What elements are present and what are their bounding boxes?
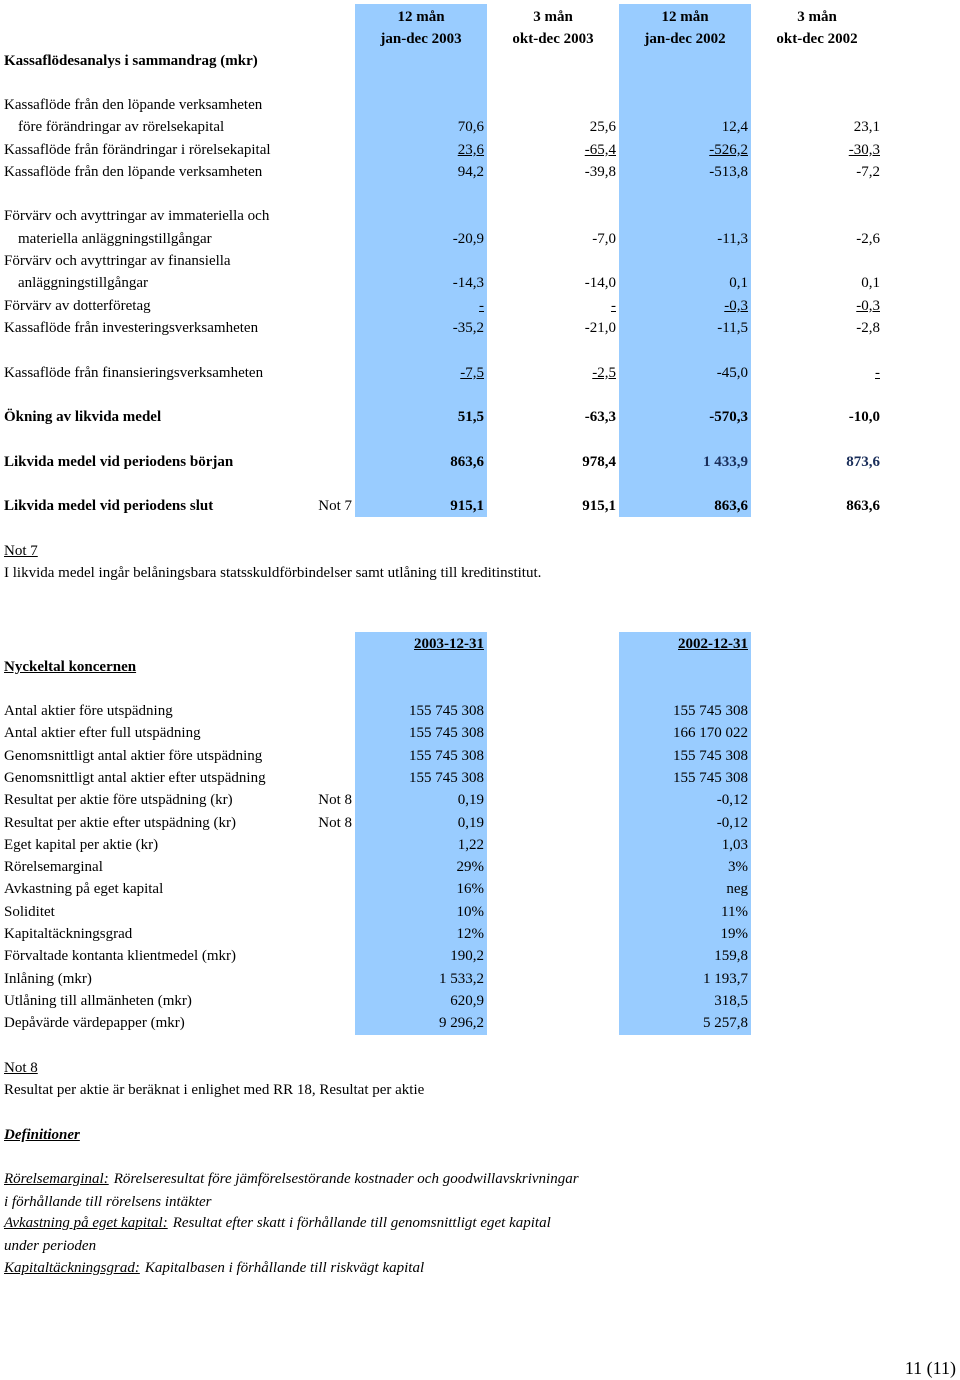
kr-value: 190,2 xyxy=(450,948,484,964)
kr-value: -0,12 xyxy=(716,792,748,808)
cf-row-label: Förvärv och avyttringar av immateriella och xyxy=(4,208,270,224)
cf-value: 0,1 xyxy=(861,275,880,291)
cf-row-label: Kassaflöde från förändringar i rörelsekapital xyxy=(4,142,271,158)
kr-value: 159,8 xyxy=(714,948,748,964)
cf-value: 70,6 xyxy=(457,119,484,135)
kr-value: 0,19 xyxy=(457,792,484,808)
definition-term: Rörelsemarginal: xyxy=(4,1171,109,1187)
kr-value: 1,22 xyxy=(457,837,484,853)
cf-row-label: materiella anläggningstillgångar xyxy=(18,231,212,247)
kr-value: 155 745 308 xyxy=(409,725,484,741)
cf-value: -570,3 xyxy=(709,409,748,425)
kr-row-label: Avkastning på eget kapital xyxy=(4,881,164,897)
definition-text: Kapitalbasen i förhållande till riskvägt kapital xyxy=(144,1260,425,1276)
cf-value: 51,5 xyxy=(457,409,484,425)
note8-title: Not 8 xyxy=(4,1060,38,1076)
cf-value: 863,6 xyxy=(450,454,484,470)
cf-value: -2,5 xyxy=(592,365,616,381)
cf-value: -20,9 xyxy=(452,231,484,247)
kr-value: 155 745 308 xyxy=(409,703,484,719)
kr-row-label: Utlåning till allmänheten (mkr) xyxy=(4,993,192,1009)
cf-value: -7,0 xyxy=(592,231,616,247)
kr-row-label: Eget kapital per aktie (kr) xyxy=(4,837,159,853)
kr-value: neg xyxy=(726,881,748,897)
highlight-band-cf-col3 xyxy=(619,4,751,517)
kr-value: 155 745 308 xyxy=(673,770,748,786)
cashflow-title: Kassaflödesanalys i sammandrag (mkr) xyxy=(4,53,258,69)
kr-value: 11% xyxy=(721,904,748,920)
cf-value: 915,1 xyxy=(450,498,484,514)
definitions-title: Definitioner xyxy=(4,1127,80,1143)
note8-text: Resultat per aktie är beräknat i enlighet med RR 18, Resultat per aktie xyxy=(4,1082,425,1098)
note7-title: Not 7 xyxy=(4,543,38,559)
cf-value: -11,5 xyxy=(717,320,748,336)
cf-value: -10,0 xyxy=(848,409,880,425)
cf-value: -14,0 xyxy=(584,275,616,291)
kr-value: 1 193,7 xyxy=(703,971,748,987)
kr-value: 155 745 308 xyxy=(673,748,748,764)
cf-header-col4-line1: 3 mån xyxy=(797,9,837,25)
cf-value: -35,2 xyxy=(452,320,484,336)
cf-value: 863,6 xyxy=(714,498,748,514)
definition-term: Kapitaltäckningsgrad: xyxy=(4,1260,140,1276)
kr-value: 620,9 xyxy=(450,993,484,1009)
cf-value: -526,2 xyxy=(709,142,748,158)
kr-value: 155 745 308 xyxy=(409,770,484,786)
kr-row-label: Resultat per aktie före utspädning (kr) xyxy=(4,792,233,808)
cf-value: 1 433,9 xyxy=(703,454,748,470)
definition-term: Avkastning på eget kapital: xyxy=(4,1215,168,1231)
page-number: 11 (11) xyxy=(904,1358,956,1378)
kr-value: 155 745 308 xyxy=(409,748,484,764)
cf-value: 873,6 xyxy=(846,454,880,470)
cf-value: - xyxy=(875,365,880,381)
kr-value: 9 296,2 xyxy=(439,1015,484,1031)
cf-header-col4-line2: okt-dec 2002 xyxy=(776,31,858,47)
cf-value: -21,0 xyxy=(584,320,616,336)
cf-value: -30,3 xyxy=(848,142,880,158)
cf-value: -2,8 xyxy=(856,320,880,336)
cf-value: -0,3 xyxy=(856,298,880,314)
kr-value: 16% xyxy=(456,881,484,897)
kr-value: 5 257,8 xyxy=(703,1015,748,1031)
kr-row-label: Kapitaltäckningsgrad xyxy=(4,926,133,942)
kr-value: 1,03 xyxy=(721,837,748,853)
cf-value: -7,2 xyxy=(856,164,880,180)
cf-row-label: Ökning av likvida medel xyxy=(4,409,162,425)
kr-row-label: Resultat per aktie efter utspädning (kr) xyxy=(4,815,237,831)
keyratios-title: Nyckeltal koncernen xyxy=(4,659,137,675)
kr-value: 1 533,2 xyxy=(439,971,484,987)
cf-row-label: Likvida medel vid periodens slut xyxy=(4,498,214,514)
kr-header-col2: 2002-12-31 xyxy=(678,636,748,652)
cf-value: -2,6 xyxy=(856,231,880,247)
cf-value: 94,2 xyxy=(457,164,484,180)
cf-row-label: anläggningstillgångar xyxy=(18,275,148,291)
cf-value: -65,4 xyxy=(584,142,616,158)
kr-row-note: Not 8 xyxy=(318,792,352,808)
definition-text-cont: i förhållande till rörelsens intäkter xyxy=(4,1194,212,1210)
cf-value: -7,5 xyxy=(460,365,484,381)
cf-row-note: Not 7 xyxy=(318,498,352,514)
kr-row-label: Antal aktier efter full utspädning xyxy=(4,725,201,741)
cf-value: 23,1 xyxy=(853,119,880,135)
definition-item xyxy=(4,1214,551,1233)
cf-value: 23,6 xyxy=(457,142,484,158)
kr-value: 166 170 022 xyxy=(673,725,748,741)
kr-value: 3% xyxy=(728,859,748,875)
kr-row-label: Antal aktier före utspädning xyxy=(4,703,173,719)
definition-text: Rörelseresultat före jämförelsestörande kostnader och goodwillavskrivningar xyxy=(113,1171,579,1187)
cf-value: 12,4 xyxy=(721,119,748,135)
operating-heading: Kassaflöde från den löpande verksamheten xyxy=(4,97,263,113)
cf-value: -63,3 xyxy=(584,409,616,425)
kr-row-label: Förvaltade kontanta klientmedel (mkr) xyxy=(4,948,237,964)
kr-value: 0,19 xyxy=(457,815,484,831)
definition-text: Resultat efter skatt i förhållande till genomsnittligt eget kapital xyxy=(172,1215,551,1231)
kr-value: 10% xyxy=(456,904,484,920)
definition-text-cont: under perioden xyxy=(4,1238,97,1254)
cf-value: 863,6 xyxy=(846,498,880,514)
cf-value: -11,3 xyxy=(717,231,748,247)
kr-value: 19% xyxy=(720,926,748,942)
cf-row-label: Kassaflöde från investeringsverksamheten xyxy=(4,320,259,336)
cf-value: - xyxy=(479,298,484,314)
highlight-band-cf-col1 xyxy=(355,4,487,517)
cf-value: -513,8 xyxy=(709,164,748,180)
cf-value: 0,1 xyxy=(729,275,748,291)
cf-header-col1-line1: 12 mån xyxy=(397,9,445,25)
kr-row-label: Depåvärde värdepapper (mkr) xyxy=(4,1015,185,1031)
kr-row-label: Genomsnittligt antal aktier efter utspädning xyxy=(4,770,266,786)
cf-header-col3-line2: jan-dec 2002 xyxy=(644,31,726,47)
cf-value: -39,8 xyxy=(584,164,616,180)
kr-value: 155 745 308 xyxy=(673,703,748,719)
cf-header-col2-line2: okt-dec 2003 xyxy=(512,31,594,47)
cf-row-label: Förvärv och avyttringar av finansiella xyxy=(4,253,231,269)
definition-item xyxy=(4,1170,579,1189)
kr-value: 318,5 xyxy=(714,993,748,1009)
cf-value: -45,0 xyxy=(716,365,748,381)
cf-value: 25,6 xyxy=(589,119,616,135)
cf-value: - xyxy=(611,298,616,314)
cf-row-label: Kassaflöde från den löpande verksamheten xyxy=(4,164,263,180)
note7-text: I likvida medel ingår belåningsbara statsskuldförbindelser samt utlåning till kreditinstitut. xyxy=(4,565,542,581)
kr-row-label: Rörelsemarginal xyxy=(4,859,103,875)
kr-row-label: Soliditet xyxy=(4,904,55,920)
kr-row-note: Not 8 xyxy=(318,815,352,831)
kr-row-label: Genomsnittligt antal aktier före utspädning xyxy=(4,748,263,764)
kr-value: 12% xyxy=(456,926,484,942)
cf-value: 915,1 xyxy=(582,498,616,514)
cf-value: 978,4 xyxy=(582,454,616,470)
kr-value: 29% xyxy=(456,859,484,875)
cf-header-col3-line1: 12 mån xyxy=(661,9,709,25)
kr-row-label: Inlåning (mkr) xyxy=(4,971,92,987)
cf-row-label: Likvida medel vid periodens början xyxy=(4,454,234,470)
definition-item xyxy=(4,1259,424,1278)
cf-value: -0,3 xyxy=(724,298,748,314)
kr-header-col1: 2003-12-31 xyxy=(414,636,484,652)
cf-value: -14,3 xyxy=(452,275,484,291)
cf-row-label: Förvärv av dotterföretag xyxy=(4,298,151,314)
cf-header-col2-line1: 3 mån xyxy=(533,9,573,25)
cf-row-label: Kassaflöde från finansieringsverksamheten xyxy=(4,365,264,381)
cf-header-col1-line2: jan-dec 2003 xyxy=(380,31,462,47)
cf-row-label: före förändringar av rörelsekapital xyxy=(18,119,225,135)
kr-value: -0,12 xyxy=(716,815,748,831)
